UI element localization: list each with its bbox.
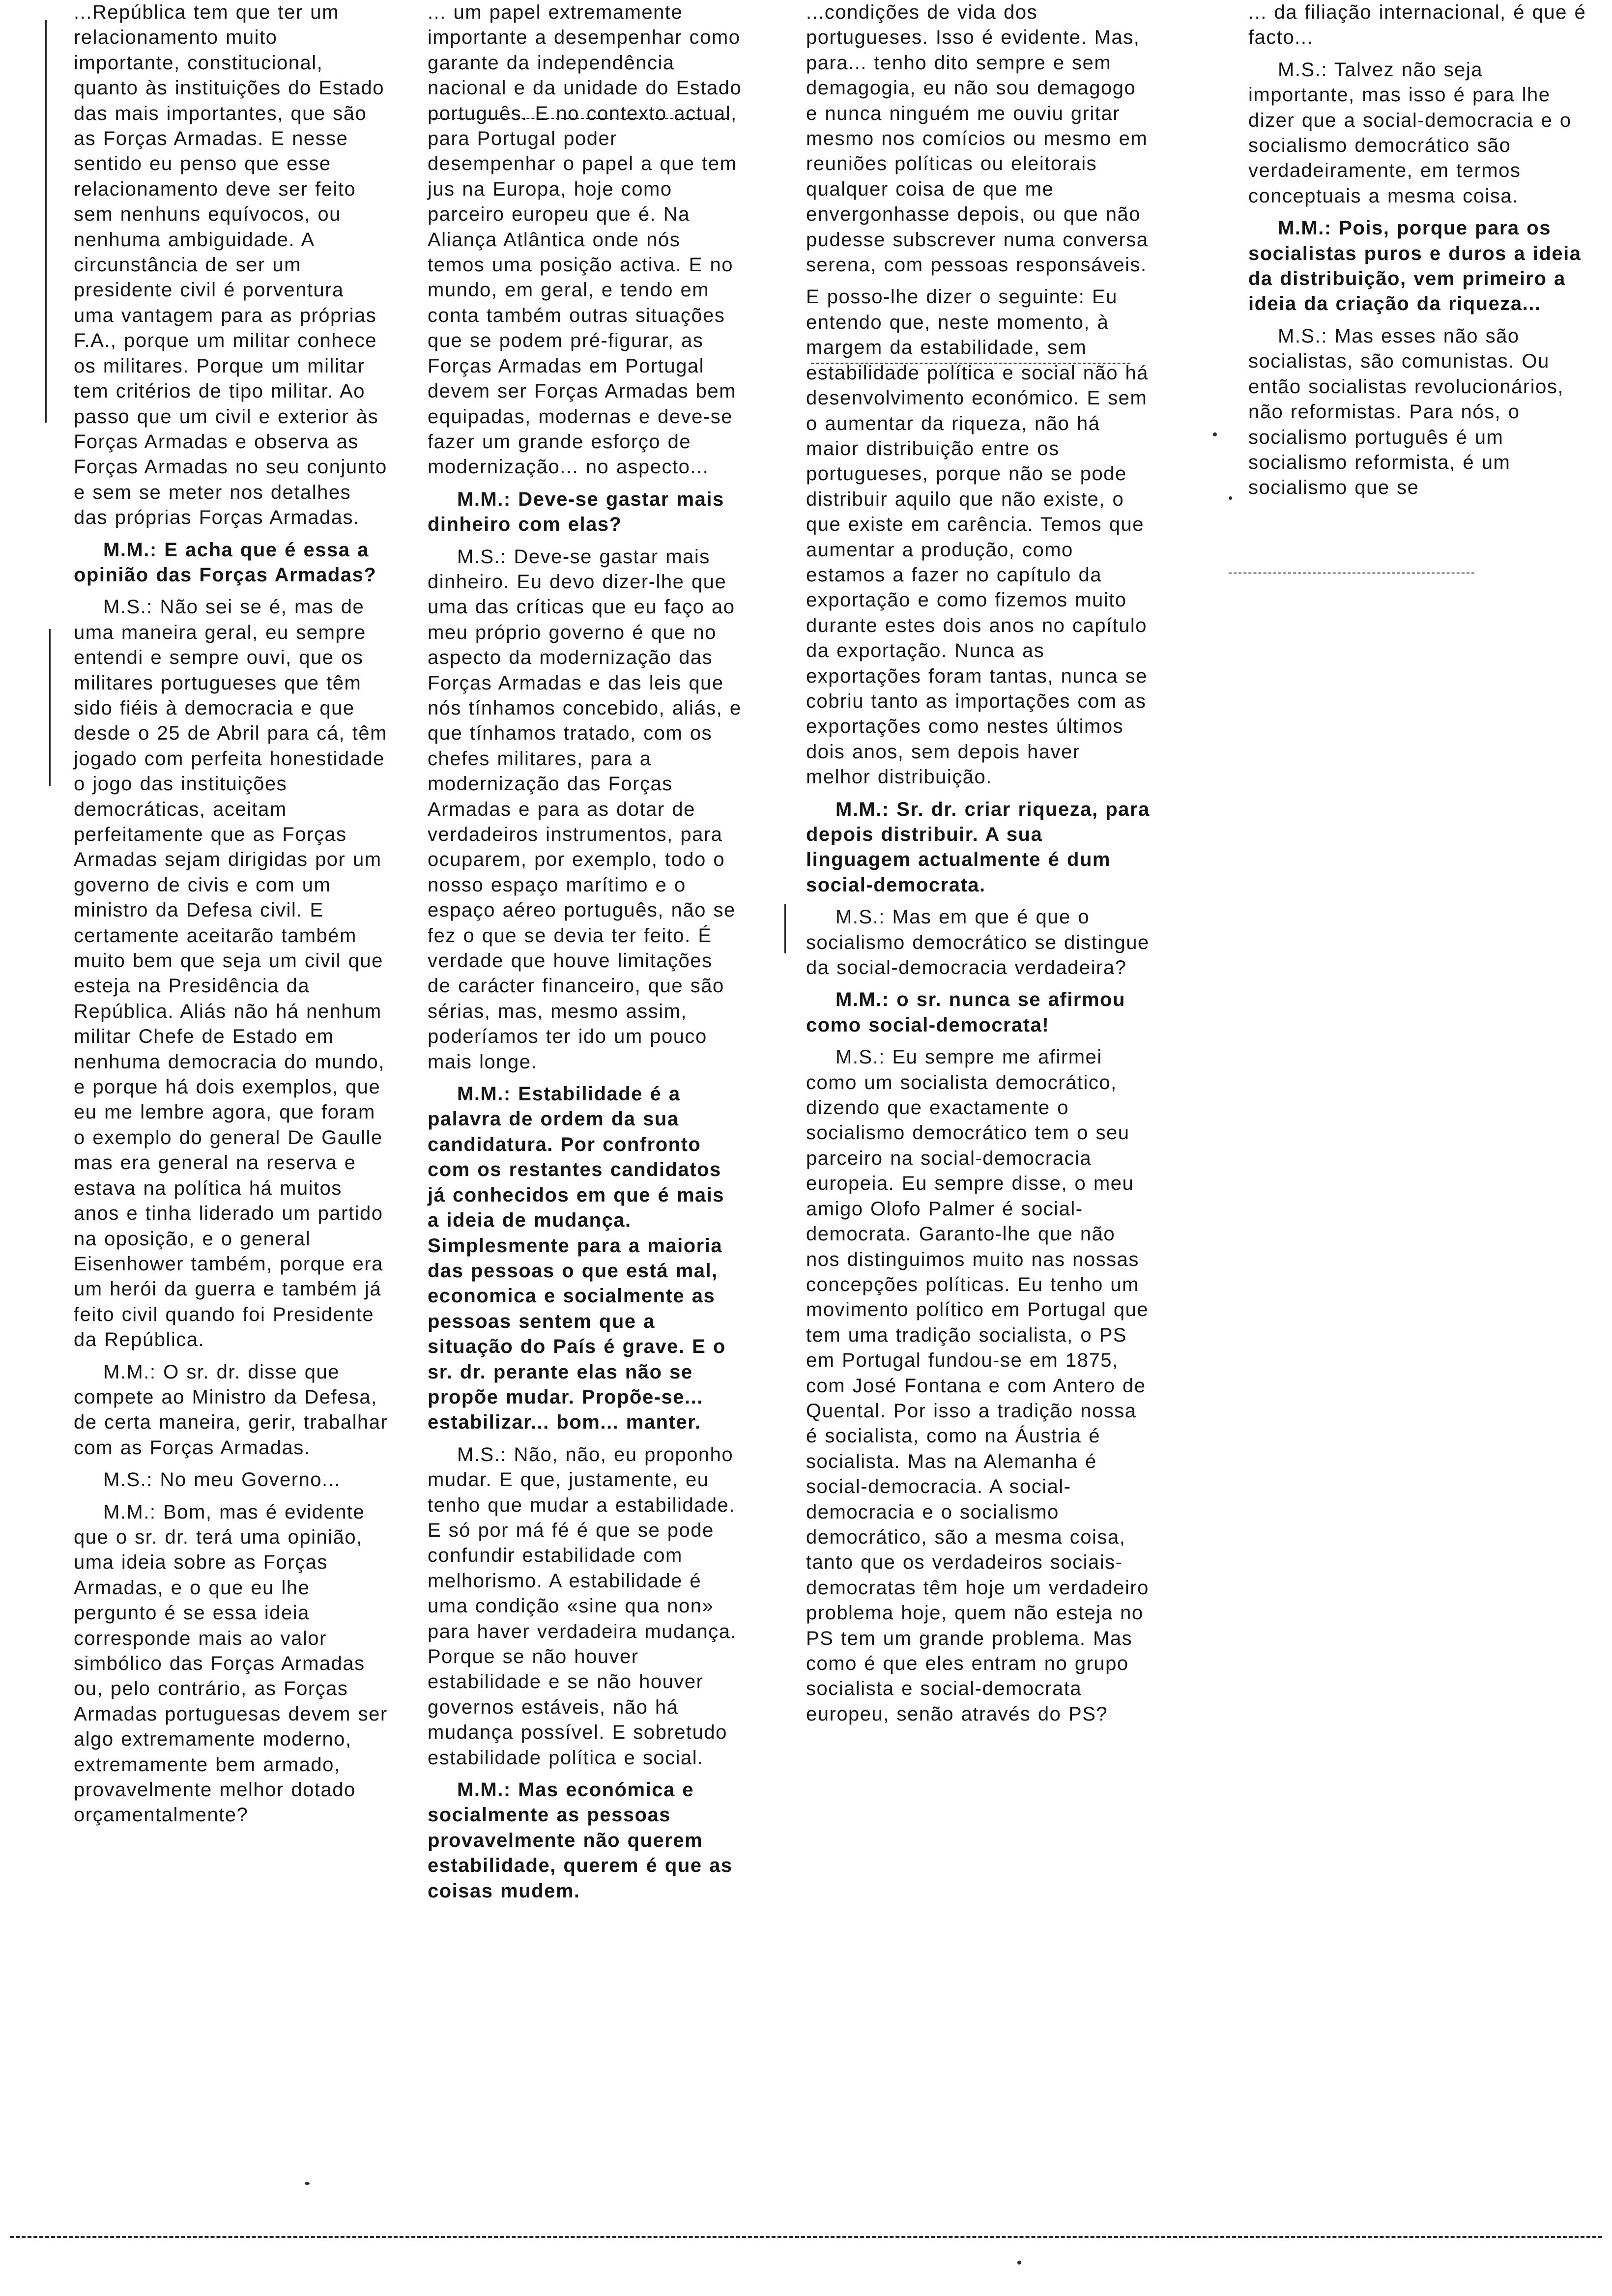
col1-margin-mark bbox=[45, 20, 47, 423]
article-paragraph: M.M.: Bom, mas é evidente que o sr. dr. terá uma opinião, uma ideia sobre as Forças Armadas, e o que eu lhe pergunto é se essa ideia corresponde mais ao valor simbólico das Forças Armadas ou, pelo contrário, as Forças Armadas portuguesas devem ser algo extremamente moderno, extremamente bem armado, provavelmente melhor dotado orçamentalmente? bbox=[74, 1501, 388, 1826]
col3-scan-rule bbox=[811, 363, 1130, 364]
col3-margin-mark bbox=[784, 904, 786, 953]
article-paragraph: M.S.: Talvez não seja importante, mas isso é para lhe dizer que a social-democracia e o socialismo democrático são verdadeiramente, em termos conceptuais a mesma coisa. bbox=[1248, 58, 1572, 207]
article-paragraph: ... um papel extremamente importante a desempenhar como garante da independência nacional e da unidade do Estado português. E no contexto actual, para Portugal poder desempenhar o papel a que tem jus na Europa, hoje como parceiro europeu que é. Na Aliança Atlântica onde nós temos uma posição activa. E no mundo, em geral, e tendo em conta também outras situações que se podem pré-figurar, as Forças Armadas em Portugal devem ser Forças Armadas bem equipadas, modernas e deve-se fazer um grande esforço de modernização... no aspecto... bbox=[428, 1, 742, 478]
article-paragraph: M.S.: Deve-se gastar mais dinheiro. Eu devo dizer-lhe que uma das críticas que eu faço ao meu próprio governo é que no aspecto da modernização das Forças Armadas e das leis que nós tínhamos concebido, aliás, e que tínhamos tratado, com os chefes militares, para a modernização das Forças Armadas e para as dotar de verdadeiros instrumentos, para ocuparem, por exemplo, todo o nosso espaço marítimo e o espaço aéreo português, não se fez o que se devia ter feito. É verdade que houve limitações de carácter financeiro, que são sérias, mas, mesmo assim, poderíamos ter ido um pouco mais longe. bbox=[428, 545, 742, 1073]
interviewer-question: M.M.: o sr. nunca se afirmou como social-democrata! bbox=[806, 989, 1125, 1036]
article-paragraph: ... da filiação internacional, é que é facto... bbox=[1248, 1, 1586, 49]
col4-scan-rule bbox=[1229, 573, 1474, 574]
text-column-4 bbox=[1248, 0, 1587, 585]
text-column-3 bbox=[806, 0, 1150, 1725]
scan-speck bbox=[305, 2182, 310, 2185]
article-paragraph: M.S.: Não sei se é, mas de uma maneira geral, eu sempre entendi e sempre ouvi, que os militares portugueses que têm sido fiéis à democracia e que desde o 25 de Abril para cá, têm jogado com perfeita honestidade o jogo das instituições democráticas, aceitam perfeitamente que as Forças Armadas sejam dirigidas por um governo de civis e com um ministro da Defesa civil. E certamente aceitarão também muito bem que seja um civil que esteja na Presidência da República. Aliás não há nenhum militar Chefe de Estado em nenhuma democracia do mundo, e porque há dois exemplos, que eu me lembre agora, que foram o exemplo do general De Gaulle mas era general na reserva e estava na política há muitos anos e tinha liderado um partido na oposição, e o general Eisenhower também, porque era um herói da guerra e também já feito civil quando foi Presidente da República. bbox=[74, 596, 387, 1351]
article-paragraph: M.S.: Eu sempre me afirmei como um socialista democrático, dizendo que exactamente o socialismo democrático tem o seu parceiro na social-democracia europeia. Eu sempre disse, o meu amigo Olofo Palmer é social-democrata. Garanto-lhe que não nos distinguimos muito nas nossas concepções políticas. Eu tenho um movimento político em Portugal que tem uma tradição socialista, o PS em Portugal fundou-se em 1875, com José Fontana e com Antero de Quental. Por isso a tradição nossa é socialista, como na Áustria é socialista. Mas na Alemanha é social-democracia. A social-democracia e o socialismo democrático, são a mesma coisa, tanto que os verdadeiros sociais-democratas têm hoje um verdadeiro problema hoje, quem não esteja no PS tem um grande problema. Mas como é que eles entram no grupo socialista e social-democrata europeu, senão através do PS? bbox=[806, 1046, 1149, 1725]
text-column-2 bbox=[428, 0, 742, 1902]
interviewer-question: M.M.: Pois, porque para os socialistas puros e duros a ideia da distribuição, vem primeiro a ideia da criação da riqueza... bbox=[1248, 217, 1582, 315]
interviewer-question: M.M.: Mas económica e socialmente as pessoas provavelmente não querem estabilidade, querem é que as coisas mudem. bbox=[428, 1779, 733, 1902]
bottom-scan-rule bbox=[10, 2236, 1602, 2238]
article-paragraph: ...República tem que ter um relacionamento muito importante, constitucional, quanto às instituições do Estado das mais importantes, que são as Forças Armadas. E nesse sentido eu penso que esse relacionamento deve ser feito sem nenhuns equívocos, ou nenhuma ambiguidade. A circunstância de ser um presidente civil é porventura uma vantagem para as próprias F.A., porque um militar conhece os militares. Porque um militar tem critérios de tipo militar. Ao passo que um civil e exterior às Forças Armadas e observa as Forças Armadas no seu conjunto e sem se meter nos detalhes das próprias Forças Armadas. bbox=[74, 1, 387, 529]
interviewer-question: M.M.: Estabilidade é a palavra de ordem da sua candidatura. Por confronto com os restantes candidatos já conhecidos em que é mais a ideia de mudança. Simplesmente para a maioria das pessoas o que está mal, economica e socialmente as pessoas sentem que a situação do País é grave. E o sr. dr. perante elas não se propõe mudar. Propõe-se... estabilizar... bom... manter. bbox=[428, 1083, 726, 1434]
text-column-1 bbox=[74, 0, 388, 1826]
col2-scan-rule bbox=[432, 118, 727, 119]
article-paragraph: E posso-lhe dizer o seguinte: Eu entendo que, neste momento, à margem da estabilidade, sem estabilidade política e social não há desenvolvimento económico. E sem o aumentar da riqueza, não há maior distribuição entre os portugueses, porque não se pode distribuir aquilo que não existe, o que existe em carência. Temos que aumentar a produção, como estamos a fazer no capítulo da exportação e como fizemos muito durante estes dois anos no capítulo da exportação. Nunca as exportações foram tantas, nunca se cobriu tanto as importações com as exportações como nestes últimos dois anos, sem depois haver melhor distribuição. bbox=[806, 286, 1149, 788]
article-paragraph: M.M.: O sr. dr. disse que compete ao Ministro da Defesa, de certa maneira, gerir, trabalhar com as Forças Armadas. bbox=[74, 1361, 388, 1459]
article-paragraph: M.S.: Mas em que é que o socialismo democrático se distingue da social-democracia verdadeira? bbox=[806, 906, 1150, 979]
article-paragraph: M.S.: No meu Governo... bbox=[103, 1469, 341, 1491]
interviewer-question: M.M.: Sr. dr. criar riqueza, para depois distribuir. A sua linguagem actualmente é dum social-democrata. bbox=[806, 798, 1150, 896]
col1-margin-mark-2 bbox=[49, 629, 51, 786]
article-paragraph: ...condições de vida dos portugueses. Isso é evidente. Mas, para... tenho dito sempre e sem demagogia, eu não sou demagogo e nunca ninguém me ouviu gritar mesmo nos comícios ou mesmo em reuniões políticas ou eleitorais qualquer coisa de que me envergonhasse depois, ou que não pudesse subscrever numa conversa serena, com pessoas responsáveis. bbox=[806, 1, 1149, 276]
interviewer-question: M.M.: Deve-se gastar mais dinheiro com elas? bbox=[428, 488, 724, 536]
article-paragraph: M.S.: Mas esses não são socialistas, são comunistas. Ou então socialistas revolucionários, não reformistas. Para nós, o socialismo português é um socialismo reformista, é um socialismo que se bbox=[1248, 325, 1564, 499]
scan-speck bbox=[1213, 432, 1217, 436]
scan-speck bbox=[1017, 2261, 1021, 2265]
interviewer-question: M.M.: E acha que é essa a opinião das Forças Armadas? bbox=[74, 539, 377, 586]
article-paragraph: M.S.: Não, não, eu proponho mudar. E que, justamente, eu tenho que mudar a estabilidade. E só por má fé é que se pode confundir estabilidade com melhorismo. A estabilidade é uma condição «sine qua non» para haver verdadeira mudança. Porque se não houver estabilidade e se não houver governos estáveis, não há mudança possível. E sobretudo estabilidade política e social. bbox=[428, 1443, 737, 1769]
scan-speck bbox=[1229, 496, 1232, 500]
